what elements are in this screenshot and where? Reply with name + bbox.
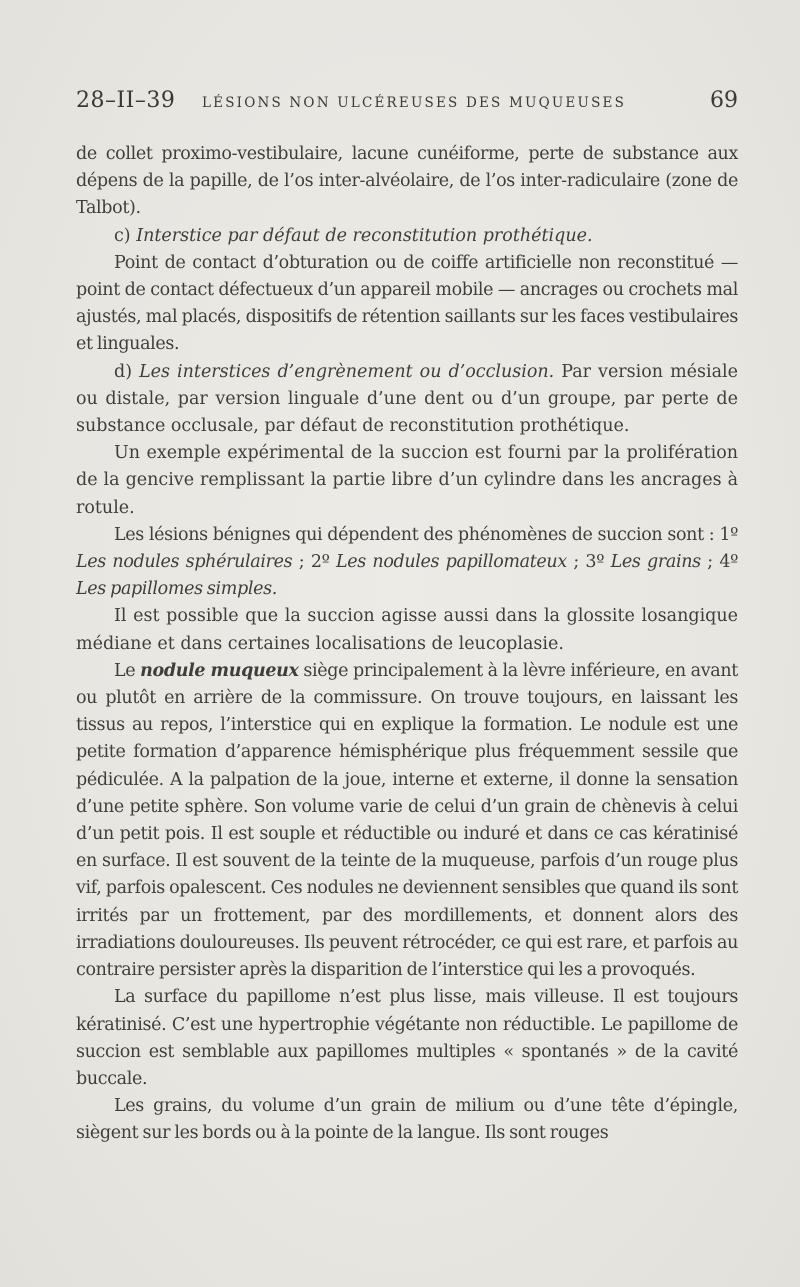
- text-run: Par version mésiale ou distale, par version linguale d’une dent ou d’un groupe, par perte de substance occlusale, par défaut de reconstitution prothétique.: [76, 361, 738, 437]
- text-run: La surface du papillome n’est plus lisse, mais villeuse. Il est toujours kératinisé. C’est une hypertrophie végétante non réductible. Le papillome de succion est semblable aux papillomes multiples « spontanés » de la cavité buccale.: [76, 987, 738, 1089]
- page-number: 69: [710, 88, 738, 113]
- header-date: 28–II–39: [76, 88, 176, 113]
- paragraph: [76, 522, 738, 604]
- text-run: Point de contact d’obturation ou de coiffe artificielle non reconstitué — point de contact défectueux d’un appareil mobile — ancrages ou crochets mal ajustés, mal placés, dispositifs de rétention saillants sur les faces vestibulaires et linguales.: [76, 252, 738, 355]
- text-run: Le: [114, 660, 141, 681]
- text-run: ; 3º: [566, 552, 611, 573]
- paragraph: [76, 1093, 738, 1147]
- paragraph: [76, 658, 738, 984]
- italic-text: Les interstices d’engrènement ou d’occlusion.: [139, 361, 555, 382]
- italic-text: Les nodules papillomateux: [336, 552, 567, 573]
- paragraph: [76, 359, 738, 441]
- paragraph: [76, 984, 738, 1093]
- text-run: Il est possible que la succion agisse aussi dans la glossite losangique médiane et dans certaines localisations de leucoplasie.: [76, 606, 738, 654]
- text-run: d): [114, 361, 140, 382]
- text-run: Un exemple expérimental de la succion est fourni par la prolifération de la gencive remplissant la partie libre d’un cylindre dans les ancrages à rotule.: [76, 443, 738, 518]
- paragraph: [76, 603, 738, 657]
- italic-text: Interstice par défaut de reconstitution prothétique.: [136, 225, 593, 246]
- paragraph: [76, 250, 738, 359]
- italic-text: Les grains: [610, 552, 701, 573]
- paragraph: [76, 223, 738, 250]
- emphasized-term: nodule muqueux: [140, 660, 299, 681]
- text-run: c): [114, 225, 137, 246]
- text-run: Les lésions bénignes qui dépendent des phénomènes de succion sont : 1º: [114, 524, 738, 545]
- text-run: ; 4º: [700, 552, 738, 573]
- italic-text: Les papillomes simples.: [76, 579, 278, 600]
- paragraph: [76, 440, 738, 522]
- text-run: siège principalement à la lèvre inférieure, en avant ou plutôt en arrière de la commissure. On trouve toujours, en laissant les tissus au repos, l’interstice qui en explique la formation. Le nodule est une petite formation d’apparence hémisphérique plus fréquemment sessile que pédiculée. A la palpation de la joue, interne et externe, il donne la sensation d’une petite sphère. Son volume varie de celui d’un grain de chènevis à celui d’un petit pois. Il est souple et réductible ou induré et dans ce cas kératinisé en surface. Il est souvent de la teinte de la muqueuse, parfois d’un rouge plus vif, parfois opalescent. Ces nodules ne deviennent sensibles que quand ils sont irrités par un frottement, par des mordillements, et donnent alors des irradiations douloureuses. Ils peuvent rétrocéder, ce qui est rare, et parfois au contraire persister après la disparition de l’interstice qui les a provoqués.: [76, 660, 738, 981]
- italic-text: Les nodules sphérulaires: [76, 552, 293, 573]
- paragraph: [76, 141, 738, 223]
- running-header: [76, 88, 738, 122]
- header-title: LÉSIONS NON ULCÉREUSES DES MUQUEUSES: [202, 95, 627, 111]
- text-run: ; 2º: [292, 552, 336, 573]
- body-text: [76, 141, 738, 1148]
- text-run: Les grains, du volume d’un grain de milium ou d’une tête d’épingle, siègent sur les bords ou à la pointe de la langue. Ils sont rouges: [76, 1096, 738, 1144]
- text-run: de collet proximo-vestibulaire, lacune cunéiforme, perte de substance aux dépens de la papille, de l’os inter-alvéolaire, de l’os inter-radiculaire (zone de Talbot).: [76, 144, 738, 219]
